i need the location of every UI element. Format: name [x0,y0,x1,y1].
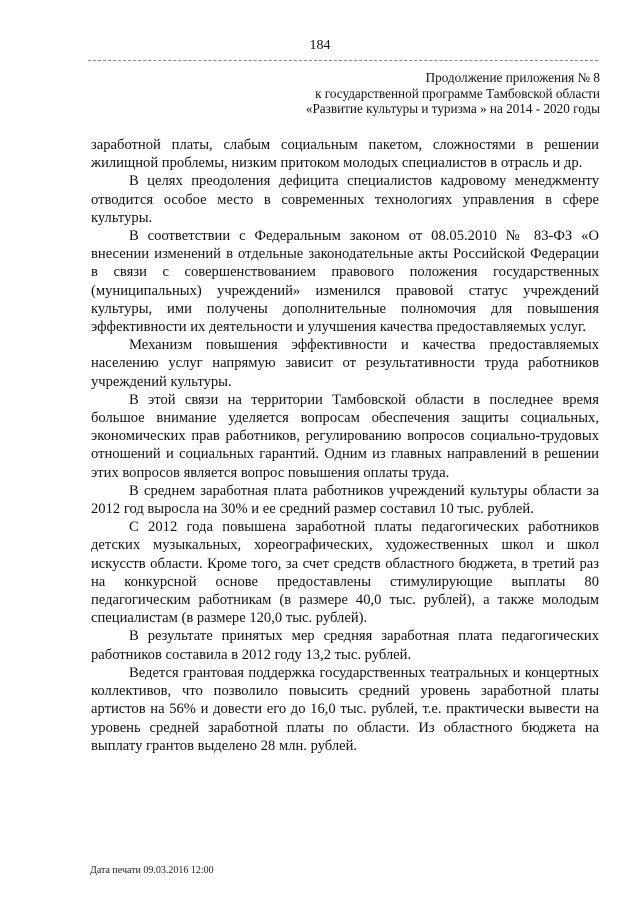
document-body [91,136,599,755]
print-date-footer: Дата печати 09.03.2016 12:00 [90,865,214,876]
paragraph: В результате принятых мер средняя заработная плата педагогических работников составила в 2012 году 13,2 тыс. рублей. [91,628,599,663]
paragraph: Механизм повышения эффективности и качества предоставляемых населению услуг напрямую зависит от результативности труда работников учреждений культуры. [91,337,599,390]
paragraph: Ведется грантовая поддержка государственных театральных и концертных коллективов, что позволило повысить средний уровень заработной платы артистов на 56% и довести его до 16,0 тыс. рублей, т.е. практически вывести на уровень средней заработной платы по области. Из областного бюджета на выплату грантов выделено 28 млн. рублей. [91,664,599,754]
appendix-header-line-2: к государственной программе Тамбовской области [315,85,600,101]
paragraph: В целях преодоления дефицита специалистов кадровому менеджменту отводится особое место в современных технологиях управления в сфере культуры. [91,173,599,226]
appendix-header-line-1: Продолжение приложения № 8 [425,70,600,85]
page-number: 184 [309,38,331,53]
appendix-header [240,70,600,117]
paragraph: В соответствии с Федеральным законом от 08.05.2010 № 83-ФЗ «О внесении изменений в отдельные законодательные акты Российской Федерации в связи с совершенствованием правового положения государственных (муниципальных) учреждений» изменился правовой статус учреждений культуры, ими получены дополнительные полномочия для повышения эффективности их деятельности и улучшения качества предоставляемых услуг. [91,228,599,336]
paragraph: заработной платы, слабым социальным пакетом, сложностями в решении жилищной проблемы, низким притоком молодых специалистов в отрасль и др. [91,137,599,172]
paragraph: С 2012 года повышена заработной платы педагогических работников детских музыкальных, хореографических, художественных школ и школ искусств области. Кроме того, за счет средств областного бюджета, в третий раз на конкурсной основе предоставлены стимулирующие выплаты 80 педагогическим работникам (в размере 40,0 тыс. рублей), а также молодым специалистам (в размере 120,0 тыс. рублей). [91,519,599,627]
paragraph: В среднем заработная плата работников учреждений культуры области за 2012 год выросла на 30% и ее средний размер составил 10 тыс. рублей. [91,482,599,518]
appendix-header-line-3: «Развитие культуры и туризма » на 2014 - 2020 годы [305,101,600,116]
header-divider [88,60,598,61]
paragraph: В этой связи на территории Тамбовской области в последнее время большое внимание уделяется вопросам обеспечения защиты социальных, экономических прав работников, регулированию вопросов социально-трудовых отношений и социальных гарантий. Одним из главных направлений в решении этих вопросов является вопрос повышения оплаты труда. [91,391,599,481]
